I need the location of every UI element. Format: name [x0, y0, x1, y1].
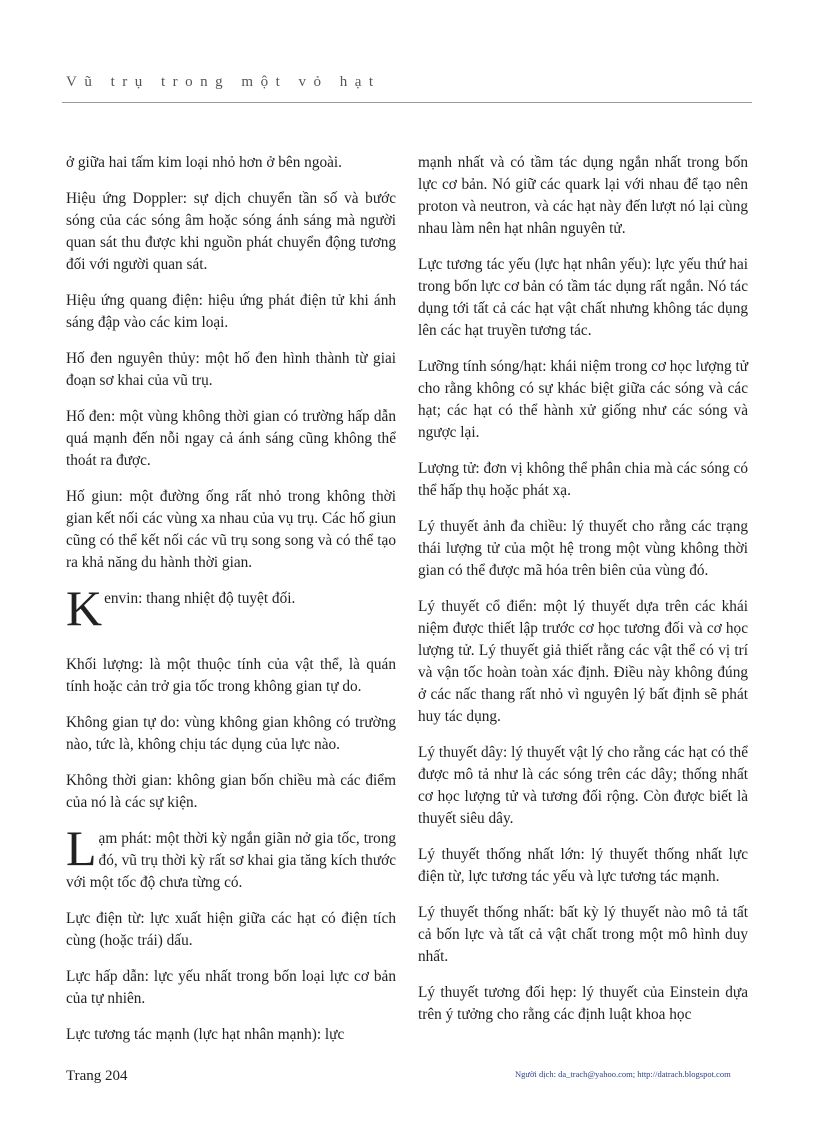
glossary-entry: Hiệu ứng Doppler: sự dịch chuyển tần số và bước sóng của các sóng âm hoặc sóng ánh sáng mà người quan sát thu được khi nguồn phát chuyển động tương đối với người quan sát. — [66, 190, 396, 273]
glossary-entry: Hố giun: một đường ống rất nhỏ trong không thời gian kết nối các vùng xa nhau của vụ trụ. Các hố giun cũng có thể kết nối các vũ trụ song song và có thể tạo ra khả năng du hành thời gian. — [66, 488, 396, 571]
glossary-entry: Khối lượng: là một thuộc tính của vật thể, là quán tính hoặc cản trở gia tốc trong không gian tự do. — [66, 656, 396, 695]
header-divider — [62, 102, 752, 103]
glossary-entry: Lý thuyết tương đối hẹp: lý thuyết của Einstein dựa trên ý tưởng cho rằng các định luật khoa học — [418, 984, 748, 1023]
glossary-entry: Lực tương tác mạnh (lực hạt nhân mạnh): lực — [66, 1026, 345, 1043]
glossary-entry: mạnh nhất và có tầm tác dụng ngắn nhất trong bốn lực cơ bản. Nó giữ các quark lại với nhau để tạo nên proton và neutron, và các hạt này đến lượt nó lại cùng nhau làm nên hạt nhân nguyên tử. — [418, 154, 748, 237]
glossary-entry: Hố đen nguyên thủy: một hố đen hình thành từ giai đoạn sơ khai của vũ trụ. — [66, 350, 396, 389]
glossary-entry: Lưỡng tính sóng/hạt: khái niệm trong cơ học lượng tử cho rằng không có sự khác biệt giữa các sóng và các hạt; các hạt có thể hành xử giống như các sóng và ngược lại. — [418, 358, 748, 441]
glossary-entry-text: envin: thang nhiệt độ tuyệt đối. — [104, 590, 296, 607]
glossary-entry: Lực tương tác yếu (lực hạt nhân yếu): lực yếu thứ hai trong bốn lực cơ bản có tầm tác dụng rất ngắn. Nó tác dụng tới tất cả các hạt vật chất nhưng không tác dụng lên các hạt truyền tương tác. — [418, 256, 748, 339]
left-column — [66, 152, 396, 1060]
glossary-entry: Không thời gian: không gian bốn chiều mà các điểm của nó là các sự kiện. — [66, 772, 396, 811]
drop-cap-k: K — [66, 580, 103, 636]
glossary-entry: Lý thuyết thống nhất lớn: lý thuyết thống nhất lực điện từ, lực tương tác yếu và lực tương tác mạnh. — [418, 846, 748, 885]
glossary-entry: Hiệu ứng quang điện: hiệu ứng phát điện tử khi ánh sáng đập vào các kim loại. — [66, 292, 396, 331]
glossary-entry-lam-phat — [66, 820, 396, 894]
page-number: Trang 204 — [66, 1068, 128, 1084]
right-column — [418, 152, 748, 1040]
glossary-entry-kelvin — [66, 580, 396, 636]
glossary-entry: Hố đen: một vùng không thời gian có trường hấp dẫn quá mạnh đến nỗi ngay cả ánh sáng cũng không thể thoát ra được. — [66, 408, 396, 469]
glossary-entry: Lực hấp dẫn: lực yếu nhất trong bốn loại lực cơ bản của tự nhiên. — [66, 968, 396, 1007]
glossary-entry: Lượng tử: đơn vị không thể phân chia mà các sóng có thể hấp thụ hoặc phát xạ. — [418, 460, 748, 499]
glossary-entry: Lý thuyết thống nhất: bất kỳ lý thuyết nào mô tả tất cả bốn lực và tất cả vật chất trong một mô hình duy nhất. — [418, 904, 748, 965]
glossary-entry: ở giữa hai tấm kim loại nhỏ hơn ở bên ngoài. — [66, 154, 342, 171]
glossary-entry: Lý thuyết dây: lý thuyết vật lý cho rằng các hạt có thể được mô tả như là các sóng trên các dây; thống nhất cơ học lượng tử và tương đối rộng. Còn được biết là thuyết siêu dây. — [418, 744, 748, 827]
drop-cap-l: L — [66, 820, 97, 876]
glossary-entry: Lý thuyết cổ điển: một lý thuyết dựa trên các khái niệm được thiết lập trước cơ học tương đối và cơ học lượng tử. Lý thuyết giả thiết rằng các vật thể có vị trí và vận tốc hoàn toàn xác định. Điều này không đúng ở các nấc thang rất nhỏ vì nguyên lý bất định sẽ phát huy tác dụng. — [418, 598, 748, 725]
glossary-entry: Lý thuyết ảnh đa chiều: lý thuyết cho rằng các trạng thái lượng tử của một hệ trong một vùng không thời gian có thể được mã hóa trên biên của vùng đó. — [418, 518, 748, 579]
running-header: Vũ trụ trong một vỏ hạt — [66, 74, 381, 90]
glossary-entry-text: ạm phát: một thời kỳ ngắn giãn nở gia tốc, trong đó, vũ trụ thời kỳ rất sơ khai gia tăng kích thước với một tốc độ chưa từng có. — [66, 830, 396, 891]
glossary-entry: Không gian tự do: vùng không gian không có trường nào, tức là, không chịu tác dụng của lực nào. — [66, 714, 396, 753]
translator-credit: Người dịch: da_trach@yahoo.com; http://datrach.blogspot.com — [515, 1069, 731, 1079]
glossary-entry: Lực điện từ: lực xuất hiện giữa các hạt có điện tích cùng (hoặc trái) dấu. — [66, 910, 396, 949]
